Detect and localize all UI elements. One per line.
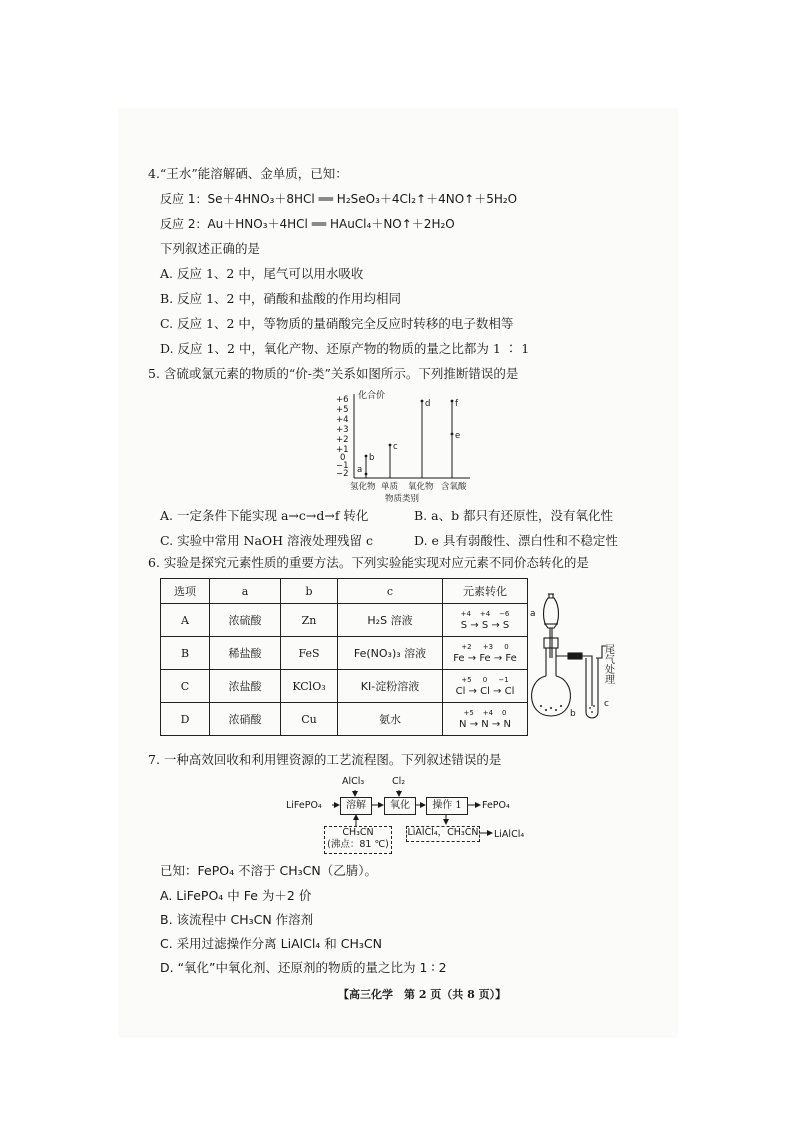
q4-option-a: A. 反应 1、2 中，尾气可以用水吸收: [160, 266, 364, 281]
flow-arrows: [280, 784, 520, 844]
page-footer: 【高三化学 第 2 页（共 8 页）】: [338, 988, 507, 1001]
table-row: [161, 637, 528, 670]
conversion-cell: [443, 670, 528, 703]
tail-gas-label: 尾气处理: [602, 644, 614, 684]
table-row: [161, 670, 528, 703]
point-c: [389, 444, 392, 447]
q5-option-b: B. a、b 都只有还原性，没有氧化性: [414, 508, 614, 523]
category-oxide: 氧化物: [408, 482, 434, 492]
conversion-text: N → N → N: [459, 719, 511, 730]
header-option: 选项: [161, 579, 210, 604]
q5-option-d: D. e 具有弱酸性、漂白性和不稳定性: [414, 533, 618, 548]
flow-box-operation1: 操作 1: [426, 797, 468, 815]
cell: Fe(NO₃)₃ 溶液: [338, 637, 443, 670]
cell: FeS: [281, 637, 338, 670]
cell: 浓硝酸: [210, 703, 281, 736]
flow-output-lialcl4: LiAlCl₄: [494, 829, 525, 840]
category-hydride: 氢化物: [350, 482, 376, 492]
ytick-p3: +3: [336, 425, 349, 435]
cell: D: [161, 703, 210, 736]
flow-box-oxidize: 氧化: [384, 797, 416, 815]
cell: 稀盐酸: [210, 637, 281, 670]
y-axis-label: 化合价: [358, 391, 386, 401]
label-c: c: [393, 442, 398, 452]
flow-box-dissolve: 溶解: [340, 797, 372, 815]
label-a: a: [357, 465, 363, 475]
label-f: f: [455, 399, 458, 409]
q7-option-a: A. LiFePO₄ 中 Fe 为＋2 价: [160, 888, 312, 903]
cell: A: [161, 604, 210, 637]
flow-mixture-box: LiAlCl₄，CH₃CN: [406, 826, 480, 842]
flask-stopper: [544, 638, 558, 648]
cell: 氨水: [338, 703, 443, 736]
point-d: [421, 400, 424, 403]
q7-note: 已知：FePO₄ 不溶于 CH₃CN（乙腈）。: [160, 863, 377, 878]
conversion-text: Cl → Cl → Cl: [455, 686, 515, 697]
q4-stem: 4.“王水”能溶解硒、金单质，已知：: [148, 166, 348, 181]
ytick-p5: +5: [336, 405, 349, 415]
conversion-cell: [443, 703, 528, 736]
solvent-name: CH₃CN: [342, 827, 374, 838]
ytick-p1: +1: [336, 445, 349, 455]
flow-reagent-cl2: Cl₂: [392, 776, 406, 787]
valence-marks: +4 +4 −6: [460, 610, 510, 618]
category-element: 单质: [381, 482, 399, 492]
q7-option-c: C. 采用过滤操作分离 LiAlCl₄ 和 CH₃CN: [160, 936, 382, 951]
cell: KClO₃: [281, 670, 338, 703]
flow-input: LiFePO₄: [286, 800, 322, 811]
label-b-flask: b: [570, 709, 576, 719]
q4-option-c: C. 反应 1、2 中，等物质的量硝酸完全反应时转移的电子数相等: [160, 316, 514, 331]
point-f: [451, 400, 454, 403]
round-flask: [532, 676, 571, 716]
valence-class-chart: [320, 388, 490, 506]
cell: Cu: [281, 703, 338, 736]
ytick-0: 0: [340, 453, 346, 463]
q7-stem: 7. 一种高效回收和利用锂资源的工艺流程图。下列叙述错误的是: [148, 752, 502, 767]
header-c: c: [338, 579, 443, 604]
valence-marks: +5 +4 0: [463, 709, 507, 717]
header-a: a: [210, 579, 281, 604]
ytick-p6: +6: [336, 395, 349, 405]
label-d: d: [425, 399, 431, 409]
label-a-funnel: a: [530, 609, 536, 619]
q4-option-b: B. 反应 1、2 中，硝酸和盐酸的作用均相同: [160, 291, 401, 306]
q5-option-a: A. 一定条件下能实现 a→c→d→f 转化: [160, 508, 369, 523]
q4-reaction-2: 反应 2：Au＋HNO₃＋4HCl ══ HAuCl₄＋NO↑＋2H₂O: [160, 217, 455, 231]
cell: 浓硫酸: [210, 604, 281, 637]
conversion-cell: [443, 604, 528, 637]
solvent-bp: (沸点：81 ℃): [327, 839, 389, 850]
table-row: [161, 703, 528, 736]
flow-reagent-alcl3: AlCl₃: [342, 776, 365, 787]
cell: C: [161, 670, 210, 703]
q4-reaction-1: 反应 1：Se＋4HNO₃＋8HCl ══ H₂SeO₃＋4Cl₂↑＋4NO↑＋5H₂O: [160, 192, 518, 206]
ytick-p4: +4: [336, 415, 349, 425]
q6-table: [160, 578, 528, 736]
point-e: [451, 433, 454, 436]
q5-stem: 5. 含硫或氯元素的物质的“价-类”关系如图所示。下列推断错误的是: [148, 366, 519, 381]
point-b: [365, 455, 368, 458]
x-axis-label: 物质类别: [385, 494, 420, 504]
cell: 浓盐酸: [210, 670, 281, 703]
reaction-apparatus: [522, 588, 642, 728]
cell: Zn: [281, 604, 338, 637]
q7-option-b: B. 该流程中 CH₃CN 作溶剂: [160, 912, 314, 927]
valence-marks: +5 0 −1: [461, 676, 509, 684]
cell: KI-淀粉溶液: [338, 670, 443, 703]
conversion-cell: [443, 637, 528, 670]
label-c-tube: c: [604, 699, 609, 709]
header-b: b: [281, 579, 338, 604]
q4-option-d: D. 反应 1、2 中，氧化产物、还原产物的物质的量之比都为 1 ∶ 1: [160, 341, 530, 356]
cell: B: [161, 637, 210, 670]
q5-option-c: C. 实验中常用 NaOH 溶液处理残留 c: [160, 533, 374, 548]
ytick-m1: −1: [336, 461, 349, 471]
flow-output-fepo4: FePO₄: [482, 800, 510, 811]
label-e: e: [455, 431, 461, 441]
point-a: [365, 473, 368, 476]
ytick-m2: −2: [336, 469, 349, 479]
ytick-p2: +2: [336, 435, 349, 445]
rubber-joint: [568, 653, 582, 659]
header-conversion: 元素转化: [443, 579, 528, 604]
cell: H₂S 溶液: [338, 604, 443, 637]
category-oxyacid: 含氧酸: [441, 482, 467, 492]
label-b: b: [369, 453, 375, 463]
table-row: [161, 604, 528, 637]
q4-ask: 下列叙述正确的是: [160, 241, 261, 256]
q7-option-d: D. “氧化”中氧化剂、还原剂的物质的量之比为 1 ∶ 2: [160, 960, 447, 975]
valence-marks: +2 +3 0: [461, 643, 509, 651]
conversion-text: S → S → S: [460, 620, 510, 631]
q6-stem: 6. 实验是探究元素性质的重要方法。下列实验能实现对应元素不同价态转化的是: [148, 555, 589, 570]
table-header-row: [161, 579, 528, 604]
conversion-text: Fe → Fe → Fe: [453, 653, 517, 664]
